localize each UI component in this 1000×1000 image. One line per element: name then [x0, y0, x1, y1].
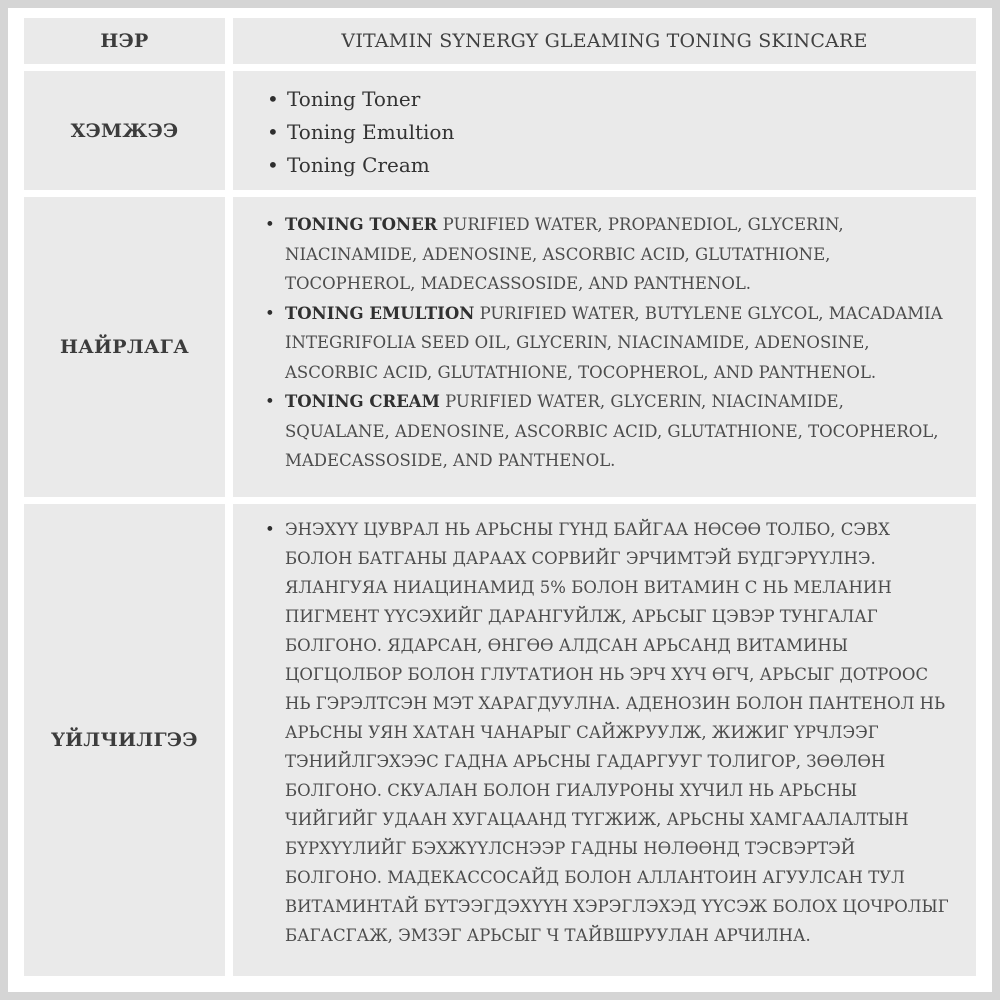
list-item — [263, 210, 950, 299]
row-label-name: НЭР — [24, 18, 225, 64]
list-item: • Toning Cream — [265, 149, 956, 182]
effects-cell — [233, 504, 976, 976]
row-label-ingredients: НАЙРЛАГА — [24, 197, 225, 497]
ingredient-product-name: TONING TONER — [285, 215, 438, 234]
product-title: VITAMIN SYNERGY GLEAMING TONING SKINCARE — [233, 18, 976, 64]
ingredient-text: PURIFIED WATER, GLYCERIN, NIACINAMIDE, SQUALANE, ADENOSINE, ASCORBIC ACID, GLUTATHIONE, TOCOPHEROL, MADECASSOSIDE, AND PANTHENOL. — [285, 392, 939, 470]
ingredient-product-name: TONING EMULTION — [285, 303, 475, 323]
spec-table — [24, 18, 976, 976]
list-item — [263, 299, 950, 388]
list-item: • Toning Emultion — [265, 116, 956, 149]
row-label-size: ХЭМЖЭЭ — [24, 71, 225, 190]
set-contents-list — [265, 83, 956, 182]
ingredients-cell — [233, 197, 976, 497]
list-item: • ЭНЭХҮҮ ЦУВРАЛ НЬ АРЬСНЫ ГҮНД БАЙГАА НӨСӨӨ ТОЛБО, СЭВХ БОЛОН БАТГАНЫ ДАРААХ СОРВИЙГ ЭРЧИМТЭЙ БҮДГЭРҮҮЛНЭ. ЯЛАНГУЯА НИАЦИНАМИД 5% БОЛОН ВИТАМИН С НЬ МЕЛАНИН ПИГМЕНТ ҮҮСЭХИЙГ ДАРАНГУЙЛЖ, АРЬСЫГ ЦЭВЭР ТУНГАЛАГ БОЛГОНО. ЯДАРСАН, ӨНГӨӨ АЛДСАН АРЬСАНД ВИТАМИНЫ ЦОГЦОЛБОР БОЛОН ГЛУТАТИОН НЬ ЭРЧ ХҮЧ ӨГЧ, АРЬСЫГ ДОТРООС НЬ ГЭРЭЛТСЭН МЭТ ХАРАГДУУЛНА. АДЕНОЗИН БОЛОН ПАНТЕНОЛ НЬ АРЬСНЫ УЯН ХАТАН ЧАНАРЫГ САЙЖРУУЛЖ, ЖИЖИГ ҮРЧЛЭЭГ ТЭНИЙЛГЭХЭЭС ГАДНА АРЬСНЫ ГАДАРГУУГ ТОЛИГОР, ЗӨӨЛӨН БОЛГОНО. СКУАЛАН БОЛОН ГИАЛУРОНЫ ХҮЧИЛ НЬ АРЬСНЫ ЧИЙГИЙГ УДААН ХУГАЦААНД ТҮГЖИЖ, АРЬСНЫ ХАМГААЛАЛТЫН БҮРХҮҮЛИЙГ БЭХЖҮҮЛСНЭЭР ГАДНЫ НӨЛӨӨНД ТЭСВЭРТЭЙ БОЛГОНО. МАДЕКАССОСАЙД БОЛОН АЛЛАНТОИН АГУУЛСАН ТУЛ ВИТАМИНТАЙ БҮТЭЭГДЭХҮҮН ХЭРЭГЛЭХЭД ҮҮСЭЖ БОЛОХ ЦОЧРОЛЫГ БАГАСГАЖ, ЭМЗЭГ АРЬСЫГ Ч ТАЙВШРУУЛАН АРЧИЛНА. — [263, 515, 952, 950]
list-item: • Toning Toner — [265, 83, 956, 116]
row-label-effects: ҮЙЛЧИЛГЭЭ — [24, 504, 225, 976]
effects-list — [263, 515, 952, 950]
ingredient-text: PURIFIED WATER, PROPANEDIOL, GLYCERIN, NIACINAMIDE, ADENOSINE, ASCORBIC ACID, GLUTATHIONE, TOCOPHEROL, MADECASSOSIDE, AND PANTHENOL. — [285, 215, 844, 293]
set-contents-cell — [233, 71, 976, 190]
ingredient-product-name: TONING CREAM — [285, 392, 440, 411]
ingredients-list — [263, 210, 950, 476]
ingredient-text: PURIFIED WATER, BUTYLENE GLYCOL, MACADAMIA INTEGRIFOLIA SEED OIL, GLYCERIN, NIACINAMIDE, ADENOSINE, ASCORBIC ACID, GLUTATHIONE, TOCOPHEROL, AND PANTHENOL. — [285, 303, 943, 382]
list-item — [263, 387, 950, 476]
